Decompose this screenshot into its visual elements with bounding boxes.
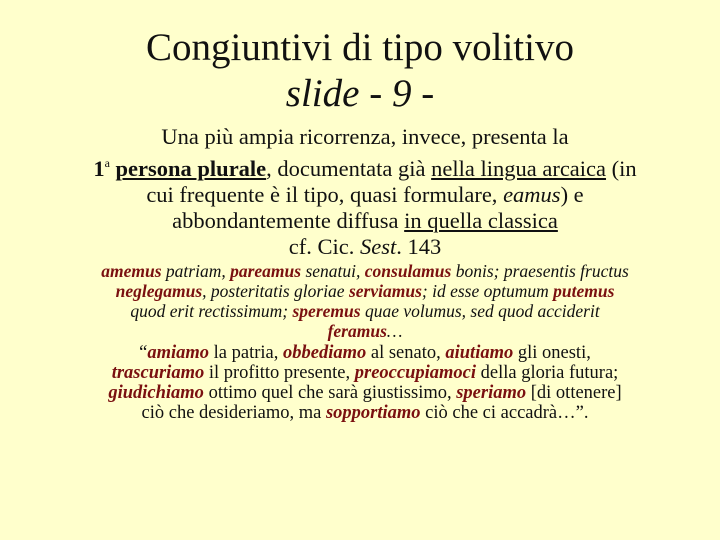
latin-text: , posteritatis gloriae: [202, 281, 349, 301]
trans-line-2: [30, 363, 700, 383]
trans-word: trascuriamo: [111, 363, 205, 383]
trans-word: preoccupiamoci: [354, 363, 477, 383]
trans-word: speriamo: [456, 383, 527, 403]
trans-line-4: [30, 403, 700, 423]
latin-text: …: [386, 321, 403, 341]
para-l5-b: . 143: [396, 234, 442, 259]
trans-text: della gloria futura;: [476, 363, 619, 383]
latin-word: pareamus: [230, 261, 302, 281]
trans-text: il profitto presente,: [204, 363, 355, 383]
person-superscript: a: [104, 156, 110, 170]
latin-text: patriam,: [161, 261, 231, 281]
latin-word: speremus: [292, 301, 361, 321]
sest: Sest: [359, 234, 397, 259]
latin-text: ; id esse optumum: [421, 281, 554, 301]
latin-word: amemus: [101, 261, 162, 281]
trans-text: al senato,: [366, 343, 446, 363]
trans-text: [di ottenere]: [526, 383, 622, 403]
para-l2-mid: , documentata già: [266, 156, 432, 181]
trans-text: ciò che desideriamo, ma: [141, 403, 326, 423]
latin-word: feramus: [327, 321, 387, 341]
latin-text: quae volumus, sed quod acciderit: [360, 301, 600, 321]
para-l3-b: ) e: [560, 182, 584, 207]
trans-word: sopportiamo: [325, 403, 421, 423]
trans-word: giudichiamo: [108, 383, 204, 403]
trans-text: ottimo quel che sarà giustissimo,: [203, 383, 457, 403]
trans-text: gli onesti,: [513, 343, 591, 363]
trans-word: amiamo: [147, 343, 210, 363]
latin-text: senatui,: [301, 261, 365, 281]
eamus: eamus: [503, 182, 561, 207]
slide-title: Congiuntivi di tipo volitivo: [146, 26, 574, 69]
trans-text: ciò che ci accadrà…”.: [420, 403, 589, 423]
intro-paragraph: [30, 124, 700, 260]
quella-classica: in quella classica: [404, 208, 558, 233]
persona-plurale: persona plurale: [115, 156, 267, 181]
para-l4-a: abbondantemente diffusa: [172, 208, 405, 233]
para-line-5: [30, 234, 700, 260]
para-l3-a: cui frequente è il tipo, quasi formulare,: [146, 182, 504, 207]
para-line-4: [30, 208, 700, 234]
latin-line-4: [30, 321, 700, 341]
latin-word: putemus: [553, 281, 615, 301]
latin-word: serviamus: [348, 281, 422, 301]
latin-word: consulamus: [364, 261, 452, 281]
latin-quote: [30, 261, 700, 341]
trans-text: la patria,: [209, 343, 283, 363]
para-l2-end: (in: [606, 156, 637, 181]
lingua-arcaica: nella lingua arcaica: [431, 156, 607, 181]
latin-line-1: [30, 261, 700, 281]
trans-word: aiutiamo: [445, 343, 514, 363]
para-line-1: Una più ampia ricorrenza, invece, presenta la: [161, 124, 569, 149]
latin-word: neglegamus: [115, 281, 203, 301]
slide-subtitle: slide - 9 -: [285, 72, 435, 115]
latin-text: bonis; praesentis fructus: [451, 261, 629, 281]
latin-text: quod erit rectissimum;: [130, 301, 293, 321]
para-line-3: [30, 182, 700, 208]
trans-line-3: [30, 383, 700, 403]
latin-line-2: [30, 281, 700, 301]
para-line-2: [30, 150, 700, 182]
italian-translation: [30, 343, 700, 423]
latin-line-3: [30, 301, 700, 321]
trans-word: obbediamo: [283, 343, 367, 363]
trans-text: “: [139, 343, 148, 363]
trans-line-1: [30, 343, 700, 363]
person-number: 1: [93, 156, 105, 181]
para-l5-a: cf. Cic.: [288, 234, 360, 259]
